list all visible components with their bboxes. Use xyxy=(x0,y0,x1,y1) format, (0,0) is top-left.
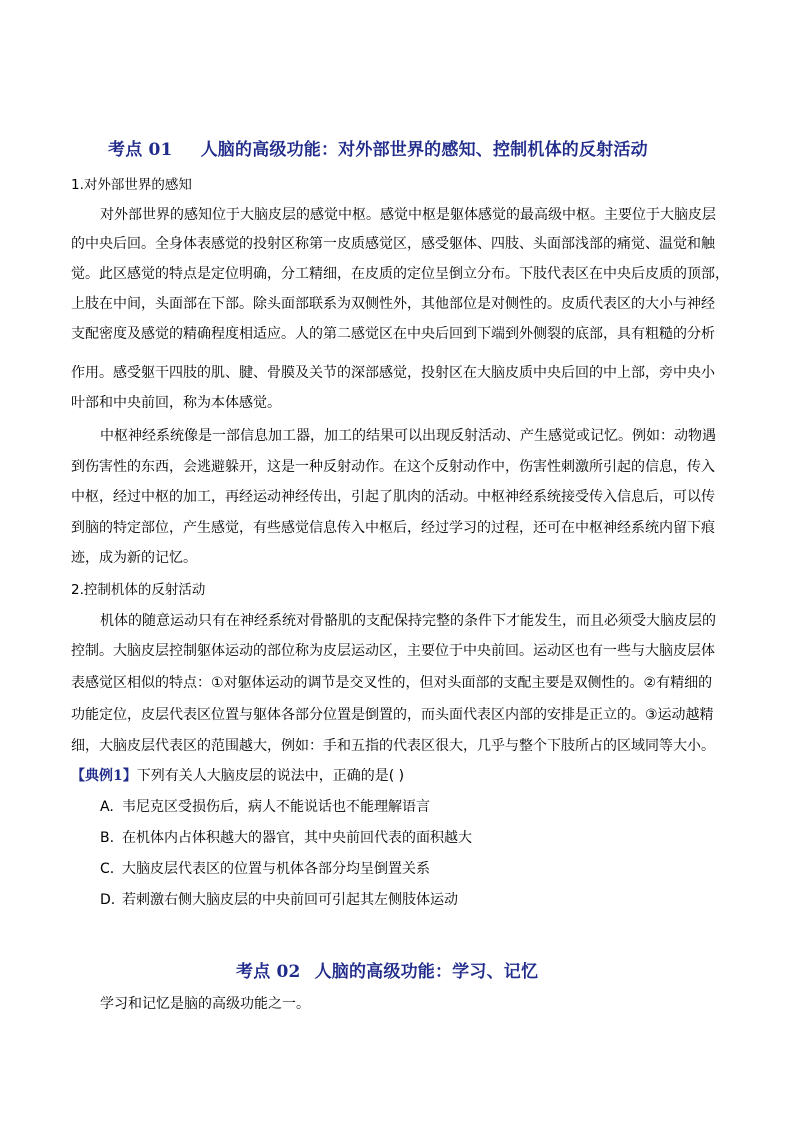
paragraph-line: 细，大脑皮层代表区的范围越大，例如：手和五指的代表区很大，几乎与整个下肢所占的区域同等大小。 xyxy=(71,738,715,754)
option-c xyxy=(100,860,430,878)
paragraph-line: 表感觉区相似的特点：①对躯体运动的调节是交叉性的，但对头面部的支配主要是双侧性的。②有精细的 xyxy=(71,675,713,691)
option-a xyxy=(100,798,430,816)
paragraph-line: 叶部和中央前回，称为本体感觉。 xyxy=(71,395,281,411)
paragraph-line: 的中央后回。全身体表感觉的投射区称第一皮质感觉区，感受躯体、四肢、头面部浅部的痛觉、温觉和触 xyxy=(71,236,715,252)
option-b xyxy=(100,829,472,847)
paragraph-line: 到伤害性的东西，会逃避躲开，这是一种反射动作。在这个反射动作中，伤害性刺激所引起的信息，传入 xyxy=(71,459,715,475)
option-text: 在机体内占体积越大的器官，其中央前回代表的面积越大 xyxy=(122,830,472,846)
paragraph-line: 上肢在中间，头面部在下部。除头面部联系为双侧性外，其他部位是对侧性的。皮质代表区的大小与神经 xyxy=(71,296,715,312)
section-number-1: 考点 01 xyxy=(108,140,173,160)
option-letter: B. xyxy=(100,830,115,846)
option-text: 若刺激右侧大脑皮层的中央前回可引起其左侧肢体运动 xyxy=(122,892,458,908)
section-title-2 xyxy=(236,957,538,982)
section-title-text-2: 人脑的高级功能：学习、记忆 xyxy=(314,962,539,982)
option-text: 大脑皮层代表区的位置与机体各部分均呈倒置关系 xyxy=(122,861,430,877)
paragraph-line: 作用。感受躯干四肢的肌、腱、骨膜及关节的深部感觉，投射区在大脑皮质中央后回的中上部，旁中央小 xyxy=(71,365,715,381)
option-letter: D. xyxy=(100,892,116,908)
option-letter: A. xyxy=(100,799,114,815)
section-title-1 xyxy=(108,135,648,160)
paragraph-line: 机体的随意运动只有在神经系统对骨骼肌的支配保持完整的条件下才能发生，而且必须受大脑皮层的 xyxy=(100,613,716,629)
example-question-text: 下列有关人大脑皮层的说法中，正确的是( ) xyxy=(136,768,405,784)
paragraph-line: 觉。此区感觉的特点是定位明确，分工精细，在皮质的定位呈倒立分布。下肢代表区在中央后皮质的顶部， xyxy=(71,266,729,282)
subheading-2: 2.控制机体的反射活动 xyxy=(71,582,206,598)
paragraph-line: 对外部世界的感知位于大脑皮层的感觉中枢。感觉中枢是躯体感觉的最高级中枢。主要位于大脑皮层 xyxy=(100,207,716,223)
option-letter: C. xyxy=(100,861,115,877)
example-question xyxy=(71,767,404,785)
paragraph-line: 迹，成为新的记忆。 xyxy=(71,550,197,566)
section-number-2: 考点 02 xyxy=(236,962,301,982)
paragraph-line: 功能定位，皮层代表区位置与躯体各部分位置是倒置的，而头面代表区内部的安排是正立的。③运动越精 xyxy=(71,707,714,723)
section-2-intro: 学习和记忆是脑的高级功能之一。 xyxy=(100,996,310,1012)
option-d xyxy=(100,891,458,909)
option-text: 韦尼克区受损伤后，病人不能说话也不能理解语言 xyxy=(122,799,430,815)
paragraph-line: 中枢神经系统像是一部信息加工器，加工的结果可以出现反射活动、产生感觉或记忆。例如：动物遇 xyxy=(100,428,716,444)
example-tag: 【典例1】 xyxy=(71,768,137,784)
paragraph-line: 到脑的特定部位，产生感觉，有些感觉信息传入中枢后，经过学习的过程，还可在中枢神经系统内留下痕 xyxy=(71,520,715,536)
section-title-text-1: 人脑的高级功能：对外部世界的感知、控制机体的反射活动 xyxy=(200,140,648,160)
paragraph-line: 中枢，经过中枢的加工，再经运动神经传出，引起了肌肉的活动。中枢神经系统接受传入信息后，可以传 xyxy=(71,489,715,505)
paragraph-line: 控制。大脑皮层控制躯体运动的部位称为皮层运动区，主要位于中央前回。运动区也有一些与大脑皮层体 xyxy=(71,643,715,659)
subheading-1: 1.对外部世界的感知 xyxy=(71,177,192,193)
paragraph-line: 支配密度及感觉的精确程度相适应。人的第二感觉区在中央后回到下端到外侧裂的底部，具有粗糙的分析 xyxy=(71,326,715,342)
